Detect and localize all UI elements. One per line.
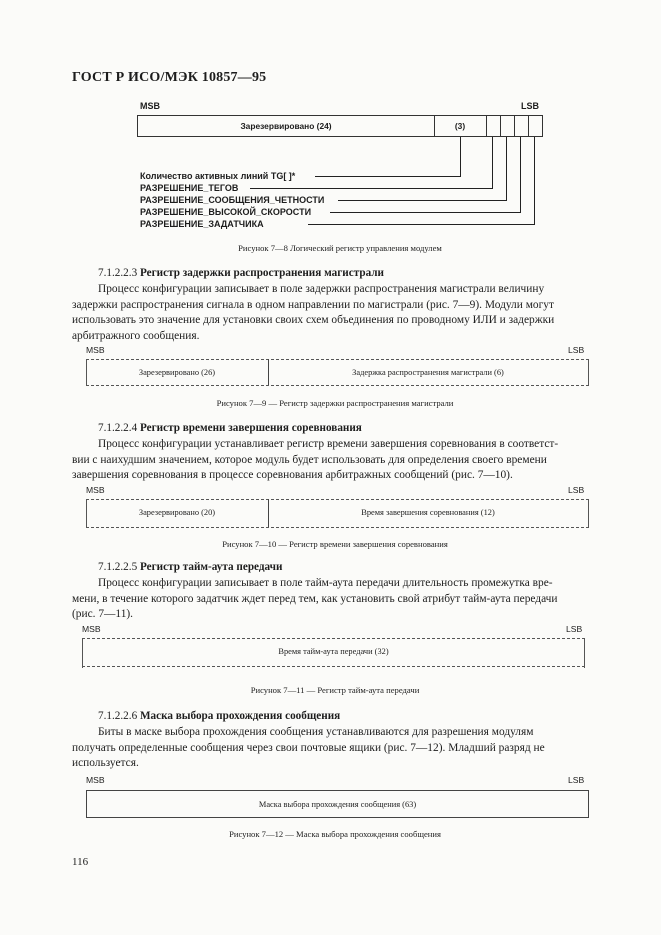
msb-label: MSB — [140, 101, 160, 111]
text-line: задержки распространения сигнала в одном направлении по магистрали (рис. 7—9). Модули могут — [72, 298, 554, 311]
msb-label: MSB — [82, 624, 101, 634]
section-heading — [98, 561, 282, 573]
text-line: Процесс конфигурации записывает в поле тайм-аута передачи длительность промежутка вре- — [98, 577, 553, 589]
msb-label: MSB — [86, 485, 105, 495]
msb-label: MSB — [86, 345, 105, 355]
reserved-field: Зарезервировано (20) — [138, 507, 216, 517]
mask-field: Маска выбора прохождения сообщения (63) — [258, 799, 417, 809]
section-number: 7.1.2.2.3 — [98, 267, 138, 279]
text-line: завершения соревнования в процессе соревнования арбитражных сообщений (рис. 7—10). — [72, 469, 513, 482]
figure-caption: Рисунок 7—9 — Регистр задержки распространения магистрали — [216, 398, 454, 408]
text-line: вии с наихудшим значением, которое модуль будет использовать для определения своего времени — [72, 453, 547, 466]
msb-label: MSB — [86, 775, 105, 785]
figure-caption: Рисунок 7—12 — Маска выбора прохождения сообщения — [229, 829, 441, 839]
lsb-label: LSB — [568, 485, 585, 495]
reserved-field: Зарезервировано (24) — [240, 121, 332, 131]
text-line: (рис. 7—11). — [72, 608, 134, 621]
section-title: Регистр тайм-аута передачи — [139, 561, 283, 573]
bus-delay-field: Задержка распространения магистрали (6) — [352, 367, 504, 377]
text-line: Биты в маске выбора прохождения сообщения устанавливаются для разрешения модулям — [98, 726, 534, 738]
text-line: арбитражного сообщения. — [72, 329, 200, 342]
section-title: Регистр времени завершения соревнования — [139, 422, 362, 434]
section-heading — [98, 267, 384, 279]
lsb-label: LSB — [566, 624, 583, 634]
lsb-label: LSB — [521, 101, 539, 111]
text-line: используется. — [72, 757, 139, 770]
paragraph — [72, 437, 602, 484]
high-speed-enable-label: РАЗРЕШЕНИЕ_ВЫСОКОЙ_СКОРОСТИ — [140, 207, 312, 217]
mask-register-box — [86, 790, 589, 818]
master-enable-label: РАЗРЕШЕНИЕ_ЗАДАТЧИКА — [140, 219, 264, 229]
section-number: 7.1.2.2.5 — [98, 561, 138, 573]
text-line: получать определенные сообщения через свои почтовые ящики (рис. 7—12). Младший разряд не — [72, 741, 545, 754]
section-title: Маска выбора прохождения сообщения — [139, 710, 341, 722]
section-number: 7.1.2.2.6 — [98, 710, 138, 722]
text-line: мени, в течение которого задатчик ждет перед тем, как установить свой атрибут тайм-аута передачи — [72, 592, 558, 605]
section-heading — [98, 422, 362, 434]
figure-caption: Рисунок 7—11 — Регистр тайм-аута передачи — [250, 685, 420, 695]
page-number: 116 — [72, 856, 89, 868]
section-number: 7.1.2.2.4 — [98, 422, 138, 434]
text-line: использовать это значение для установки своих схем объединения по проводному ИЛИ и задержки — [72, 314, 555, 327]
parity-enable-label: РАЗРЕШЕНИЕ_СООБЩЕНИЯ_ЧЕТНОСТИ — [140, 195, 325, 205]
count-field: (3) — [454, 121, 466, 131]
section-title: Регистр задержки распространения магистрали — [139, 267, 384, 279]
paragraph — [72, 576, 602, 623]
tag-enable-label: РАЗРЕШЕНИЕ_ТЕГОВ — [140, 183, 239, 193]
active-lines-label: Количество активных линий TG[ ]* — [140, 171, 296, 181]
text-line: Процесс конфигурации устанавливает регистр времени завершения соревнования в соответст- — [98, 438, 559, 450]
register-box — [137, 115, 543, 137]
arbitration-time-field: Время завершения соревнования (12) — [361, 507, 495, 517]
lsb-label: LSB — [568, 775, 585, 785]
text-line: Процесс конфигурации записывает в поле задержки распространения магистрали величину — [98, 283, 545, 295]
paragraph — [72, 282, 602, 344]
transmit-timeout-field: Время тайм-аута передачи (32) — [278, 646, 389, 656]
reserved-field: Зарезервировано (26) — [138, 367, 216, 377]
lsb-label: LSB — [568, 345, 585, 355]
figure-caption: Рисунок 7—8 Логический регистр управления модулем — [238, 243, 442, 253]
figure-caption: Рисунок 7—10 — Регистр времени завершения соревнования — [222, 539, 448, 549]
document-header: ГОСТ Р ИСО/МЭК 10857—95 — [72, 70, 267, 85]
paragraph — [72, 725, 602, 772]
section-heading — [98, 710, 340, 722]
